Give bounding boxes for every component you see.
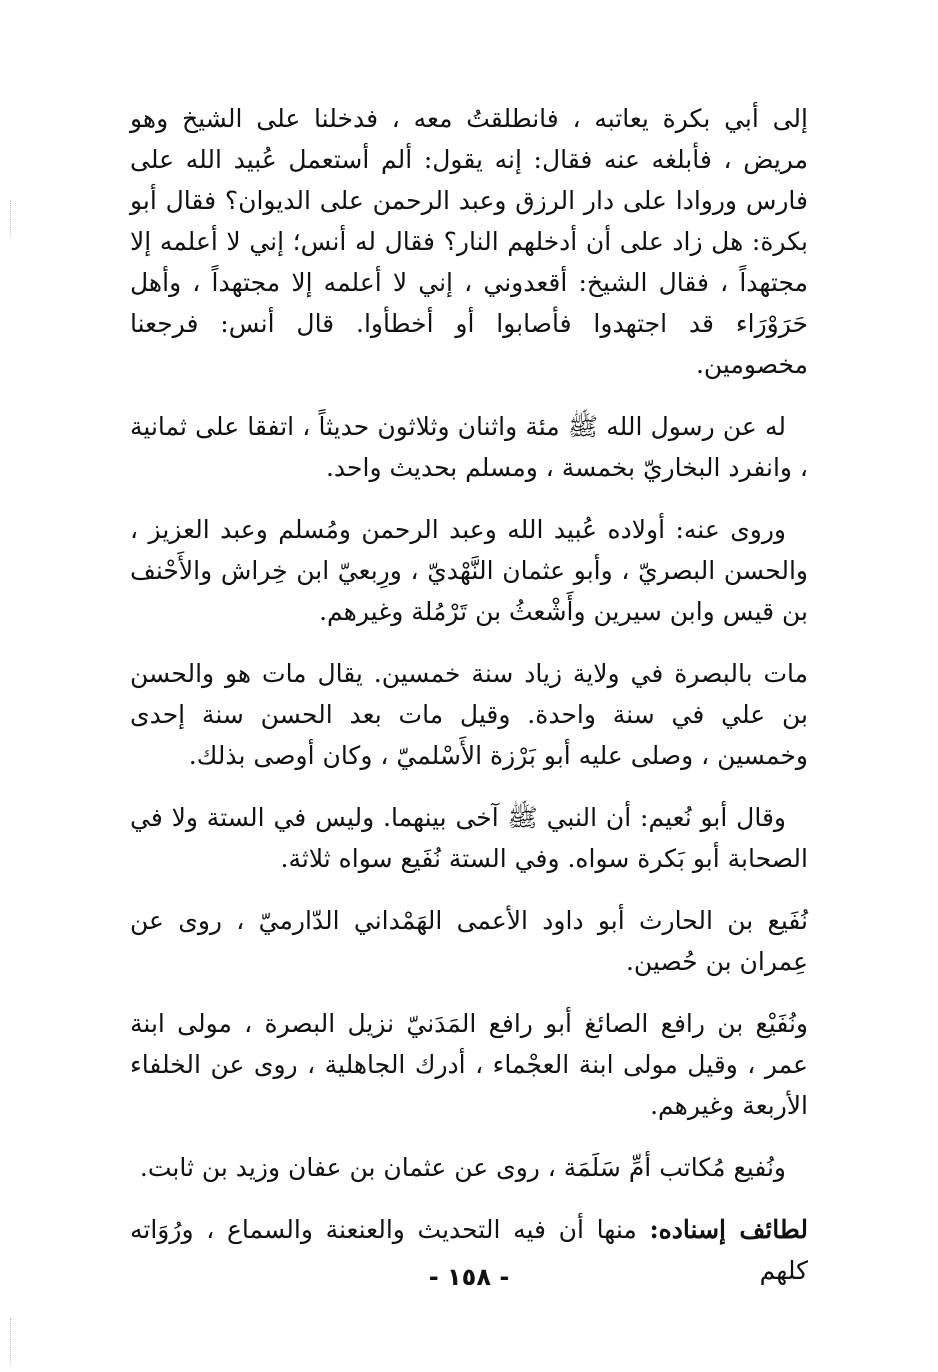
paragraph-lead: لطائف إسناده: xyxy=(649,1215,808,1244)
page-number: - ١٥٨ - xyxy=(428,1263,510,1291)
paragraph-text: نُفَيع بن الحارث أبو داود الأعمى الهَمْداني الدّارميّ ، روى عن عِمران بن حُصين. xyxy=(130,906,808,976)
paragraph-text: مات بالبصرة في ولاية زياد سنة خمسين. يقال مات هو والحسن بن علي في سنة واحدة. وقيل مات بعد الحسن سنة إحدى وخمسين ، وصلى عليه أبو بَرْزة الأَسْلميّ ، وكان أوصى بذلك. xyxy=(130,659,808,770)
paragraph-text: ونُفيع مُكاتب أمِّ سَلَمَة ، روى عن عثمان بن عفان وزيد بن ثابت. xyxy=(139,1153,786,1182)
paragraph xyxy=(130,797,808,879)
paragraph-text: إلى أبي بكرة يعاتبه ، فانطلقتُ معه ، فدخلنا على الشيخ وهو مريض ، فأبلغه عنه فقال: إنه يقول: ألم أستعمل عُبيد الله على فارس وروادا على دار الرزق وعبد الرحمن على الديوان؟ فقال أبو بكرة: هل زاد على أن أدخلهم النار؟ فقال له أنس؛ إني لا أعلمه إلا مجتهداً ، فقال الشيخ: أقعدوني ، إني لا أعلمه إلا مجتهداً ، وأهل حَرَوْرَاء قد اجتهدوا فأصابوا أو أخطأوا. قال أنس: فرجعنا مخصومين. xyxy=(130,104,808,379)
paragraph xyxy=(130,1003,808,1126)
paragraph xyxy=(130,406,808,488)
paragraph-text: منها أن فيه التحديث والعنعنة والسماع ، ورُوَاته كلهم xyxy=(130,1215,808,1285)
paragraph-text: وروى عنه: أولاده عُبيد الله وعبد الرحمن ومُسلم وعبد العزيز ، والحسن البصريّ ، وأبو عثمان النَّهْديّ ، ورِبعيّ ابن خِراش والأَحْنف بن قيس وابن سيرين وأَشْعثُ بن تَرْمُلة وغيرهم. xyxy=(130,515,808,626)
paragraph xyxy=(130,653,808,776)
paragraph-text: ونُفَيْع بن رافع الصائغ أبو رافع المَدَنيّ نزيل البصرة ، مولى ابنة عمر ، وقيل مولى ابنة العجْماء ، أدرك الجاهلية ، روى عن الخلفاء الأربعة وغيرهم. xyxy=(130,1009,808,1120)
paragraph-text: له عن رسول الله ﷺ مئة واثنان وثلاثون حديثاً ، اتفقا على ثمانية ، وانفرد البخاريّ بخمسة ، ومسلم بحديث واحد. xyxy=(130,412,808,482)
paragraph-text: وقال أبو نُعيم: أن النبي ﷺ آخى بينهما. وليس في الستة ولا في الصحابة أبو بَكرة سواه. وفي الستة نُفَيع سواه ثلاثة. xyxy=(130,803,808,873)
paragraph xyxy=(130,1147,808,1188)
paragraph xyxy=(130,900,808,982)
margin-mark xyxy=(10,1318,12,1364)
paragraph xyxy=(130,98,808,385)
margin-mark xyxy=(10,200,12,236)
paragraph xyxy=(130,509,808,632)
text-body xyxy=(130,98,808,1291)
